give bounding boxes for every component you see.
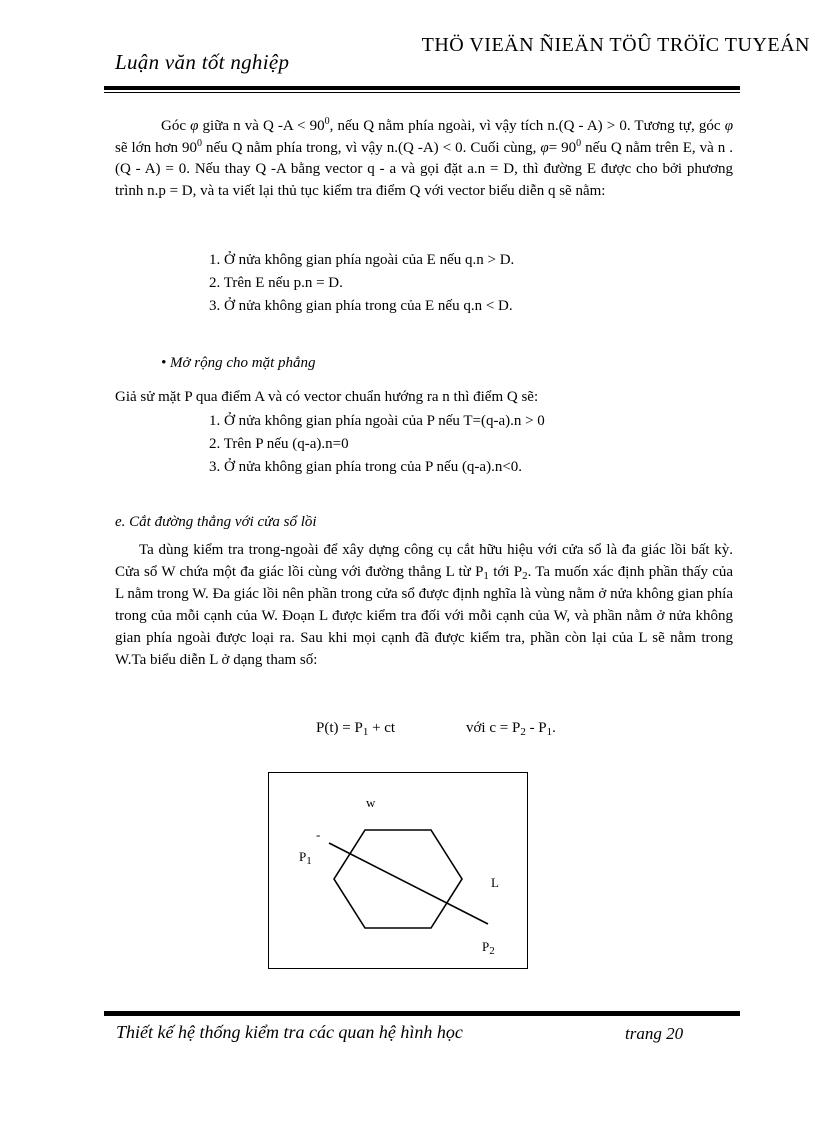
- bullet-heading-plane: • Mở rộng cho mặt phẳng: [161, 355, 316, 371]
- list-item: 2. Trên E nếu p.n = D.: [209, 274, 343, 291]
- direction-vector-formula: với $c = P_2 - P_1$.: [466, 720, 556, 738]
- list-line-test: [115, 249, 733, 317]
- library-title: THÖ VIEÄN ÑIEÄN TÖÛ TRÖÏC TUYEÁN: [421, 34, 810, 56]
- paragraph-angle-test: Góc φ giữa n và Q $-A < 90^0$, nếu Q nằm phía ngoài, vì vậy tích n.(Q - A) > 0. Tương tự, góc φ sẽ lớn hơn $90^0$ nếu Q nằm phía trong, vì vậy n.(Q -A) < 0. Cuối cùng, $\varphi= 90^0$ nếu Q nằm trên E, và n .(Q - A) = 0. Nếu thay Q -A bằng vector q - a và gọi đặt a.n = D, thì đường E được cho bởi phương trình n.p = D, và ta viết lại thủ tục kiểm tra điểm Q với vector biểu diễn q sẽ nằm:: [115, 116, 734, 199]
- phi-symbol: φ: [724, 118, 733, 134]
- footer-subtitle: Thiết kế hệ thống kiểm tra các quan hệ hình học: [116, 1022, 463, 1042]
- list-plane-test: [115, 410, 733, 478]
- window-label-w: w: [366, 795, 376, 810]
- header-rule-thick: [104, 86, 740, 90]
- phi-symbol: φ: [190, 118, 199, 134]
- header-rule-thin: [104, 92, 740, 93]
- list-item: 1. Ở nửa không gian phía ngoài của E nếu q.n > D.: [209, 252, 515, 268]
- section-heading-clipping: e. Cắt đường thẳng với cửa sổ lồi: [115, 514, 317, 530]
- list-item: 3. Ở nửa không gian phía trong của P nếu (q-a).n<0.: [209, 458, 523, 475]
- point-label-p1: $P_1$: [299, 849, 312, 867]
- page-number: trang 20: [625, 1024, 684, 1043]
- clipping-figure: [268, 772, 528, 969]
- document-type-label: Luận văn tốt nghiệp: [115, 50, 290, 74]
- line-label-l: L: [491, 875, 499, 890]
- paragraph-clipping: Ta dùng kiểm tra trong-ngoài để xây dựng công cụ cắt hữu hiệu với cửa sổ là đa giác lồi bất kỳ. Cửa sổ W chứa một đa giác lồi cùng với đường thẳng L từ $P_1$ tới $P_2$. Ta muốn xác định phần thấy của L nằm trong W. Đa giác lồi nên phần trong cửa sổ được định nghĩa là vùng nằm ở nửa không gian phía trong của mỗi cạnh của W. Đoạn L được kiểm tra đối với mỗi cạnh của W, và phần nằm ở nửa không gian phía ngoài được loại ra. Sau khi mọi cạnh đã được kiểm tra, phần còn lại của L sẽ nằm trong W.Ta biểu diễn L ở dạng tham số:: [115, 542, 734, 668]
- dash-mark: -: [316, 827, 321, 842]
- line-segment-l: [329, 843, 488, 924]
- footer-rule-thick: [104, 1011, 740, 1016]
- list-item: 1. Ở nửa không gian phía ngoài của P nếu T=(q-a).n > 0: [209, 413, 545, 429]
- list-item: 2. Trên P nếu (q-a).n=0: [209, 435, 349, 452]
- point-label-p2: $P_2$: [482, 939, 495, 957]
- list-item: 3. Ở nửa không gian phía trong của E nếu q.n < D.: [209, 297, 513, 314]
- paragraph-plane: Giả sử mặt P qua điểm A và có vector chuẩn hướng ra n thì điểm Q sẽ:: [115, 389, 539, 405]
- parametric-formula: $P(t) = P_1$ + ct: [316, 720, 396, 738]
- phi-symbol: φ: [540, 139, 549, 156]
